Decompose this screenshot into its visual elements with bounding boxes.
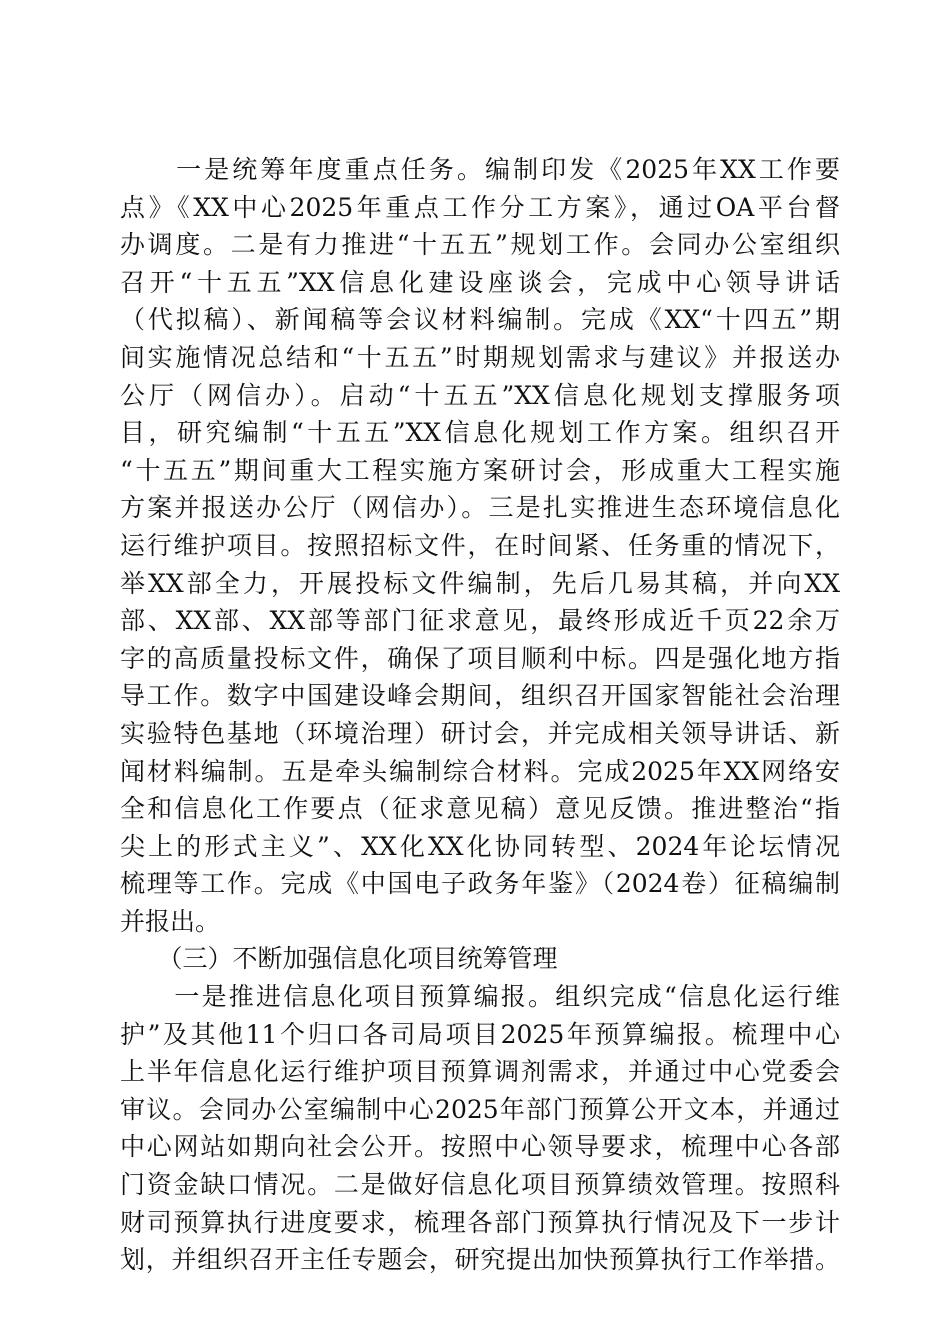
- paragraph-line: 中心网站如期向社会公开。按照中心领导要求，梳理中心各部: [120, 1132, 840, 1162]
- paragraph-line: 召开“十五五”XX信息化建设座谈会，完成中心领导讲话: [120, 267, 840, 297]
- paragraph-line: 护”及其他11个归口各司局项目2025年预算编报。梳理中心: [120, 1019, 840, 1049]
- paragraph-line: 办调度。二是有力推进“十五五”规划工作。会同办公室组织: [120, 230, 840, 260]
- paragraph-line: 举XX部全力，开展投标文件编制，先后几易其稿，并向XX: [120, 568, 840, 598]
- body-text: [120, 151, 840, 1279]
- paragraph-line: 间实施情况总结和“十五五”时期规划需求与建议》并报送办: [120, 342, 840, 372]
- paragraph-line: 并报出。: [120, 906, 221, 936]
- paragraph-line: 门资金缺口情况。二是做好信息化项目预算绩效管理。按照科: [120, 1170, 840, 1200]
- paragraph-line: 字的高质量投标文件，确保了项目顺利中标。四是强化地方指: [120, 643, 840, 673]
- paragraph-line: 梳理等工作。完成《中国电子政务年鉴》（2024卷）征稿编制: [120, 869, 840, 899]
- paragraph-line: 一是推进信息化项目预算编报。组织完成“信息化运行维: [120, 982, 840, 1012]
- paragraph-line: 实验特色基地（环境治理）研讨会，并完成相关领导讲话、新: [120, 718, 840, 748]
- paragraph-line: 上半年信息化运行维护项目预算调剂需求，并通过中心党委会: [120, 1057, 840, 1087]
- paragraph-line: （代拟稿）、新闻稿等会议材料编制。完成《XX“十四五”期: [120, 305, 840, 335]
- paragraph-line: 尖上的形式主义”、XX化XX化协同转型、2024年论坛情况: [120, 831, 840, 861]
- paragraph-line: 点》《XX中心2025年重点工作分工方案》，通过OA平台督: [120, 192, 840, 222]
- paragraph-line: 运行维护项目。按照招标文件，在时间紧、任务重的情况下，: [120, 530, 840, 560]
- paragraph-line: 财司预算执行进度要求，梳理各部门预算执行情况及下一步计: [120, 1207, 840, 1237]
- paragraph-line: 导工作。数字中国建设峰会期间，组织召开国家智能社会治理: [120, 681, 840, 711]
- paragraph-line: 公厅（网信办）。启动“十五五”XX信息化规划支撑服务项: [120, 380, 840, 410]
- paragraph-line: 一是统筹年度重点任务。编制印发《2025年XX工作要: [120, 155, 840, 184]
- paragraph-line: “十五五”期间重大工程实施方案研讨会，形成重大工程实施: [120, 455, 840, 485]
- paragraph-line: 部、XX部、XX部等部门征求意见，最终形成近千页22余万: [120, 606, 840, 636]
- paragraph-line: 全和信息化工作要点（征求意见稿）意见反馈。推进整治“指: [120, 794, 840, 824]
- paragraph-line: 目，研究编制“十五五”XX信息化规划工作方案。组织召开: [120, 418, 840, 448]
- paragraph-line: 审议。会同办公室编制中心2025年部门预算公开文本，并通过: [120, 1094, 840, 1124]
- section-heading: （三）不断加强信息化项目统筹管理: [120, 944, 558, 974]
- paragraph-line: 闻材料编制。五是牵头编制综合材料。完成2025年XX网络安: [120, 756, 840, 786]
- paragraph-line: 方案并报送办公厅（网信办）。三是扎实推进生态环境信息化: [120, 493, 840, 523]
- paragraph-line: 划，并组织召开主任专题会，研究提出加快预算执行工作举措。: [120, 1245, 840, 1275]
